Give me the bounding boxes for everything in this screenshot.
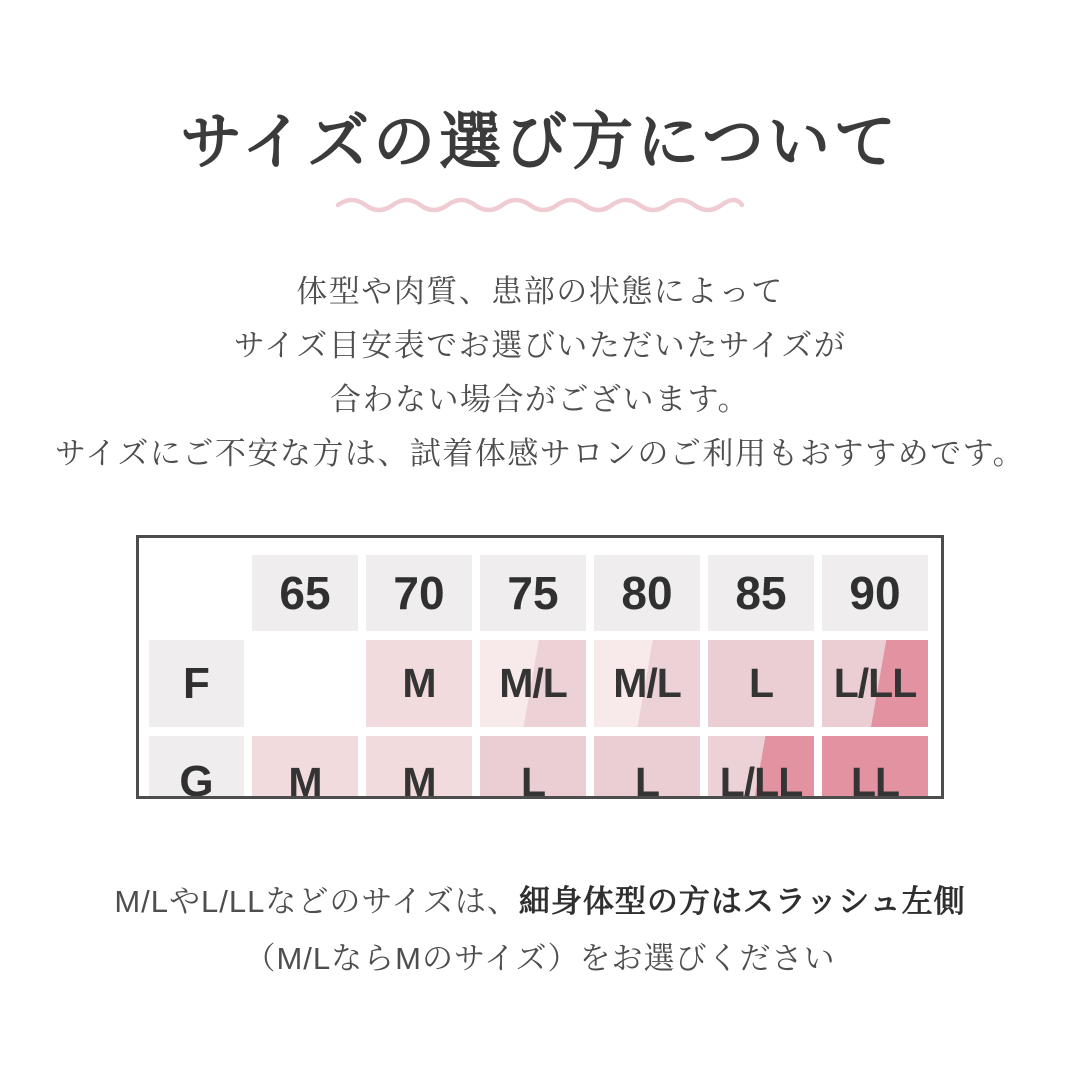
- intro-line: 合わない場合がございます。: [329, 382, 751, 417]
- note-emphasis: 細身体型の方はスラッシュ左側: [518, 884, 966, 919]
- wavy-underline-decoration: [334, 193, 746, 213]
- intro-line: サイズ目安表でお選びいただいたサイズが: [233, 328, 847, 363]
- size-cell-g-80: L: [594, 736, 700, 799]
- note-line-2: （M/LならMのサイズ）をお選びください: [244, 941, 836, 976]
- size-cell-g-85: L/LL: [708, 736, 814, 799]
- size-cell-f-75: M/L: [480, 640, 586, 727]
- page-title: サイズの選び方について: [180, 108, 900, 177]
- column-header-70: 70: [366, 555, 472, 631]
- size-cell-g-75: L: [480, 736, 586, 799]
- column-header-65: 65: [252, 555, 358, 631]
- size-cell-f-70: M: [366, 640, 472, 727]
- size-cell-g-65: M: [252, 736, 358, 799]
- intro-text: [0, 265, 1080, 481]
- intro-line: サイズにご不安な方は、試着体感サロンのご利用もおすすめです。: [54, 436, 1026, 471]
- size-chart-grid: [149, 555, 933, 799]
- note-line-1: [0, 873, 1080, 930]
- size-chart-table: [136, 535, 944, 799]
- note-text: [0, 873, 1080, 987]
- size-cell-g-90: LL: [822, 736, 928, 799]
- size-cell-f-85: L: [708, 640, 814, 727]
- column-header-80: 80: [594, 555, 700, 631]
- table-corner-cell: [149, 555, 244, 631]
- size-cell-f-65: [252, 640, 358, 727]
- column-header-75: 75: [480, 555, 586, 631]
- column-header-90: 90: [822, 555, 928, 631]
- size-cell-f-90: L/LL: [822, 640, 928, 727]
- intro-line: 体型や肉質、患部の状態によって: [296, 274, 784, 309]
- row-header-g: G: [149, 736, 244, 799]
- column-header-85: 85: [708, 555, 814, 631]
- size-cell-f-80: M/L: [594, 640, 700, 727]
- row-header-f: F: [149, 640, 244, 727]
- note-line-1-normal: M/LやL/LLなどのサイズは、: [114, 884, 519, 919]
- size-cell-g-70: M: [366, 736, 472, 799]
